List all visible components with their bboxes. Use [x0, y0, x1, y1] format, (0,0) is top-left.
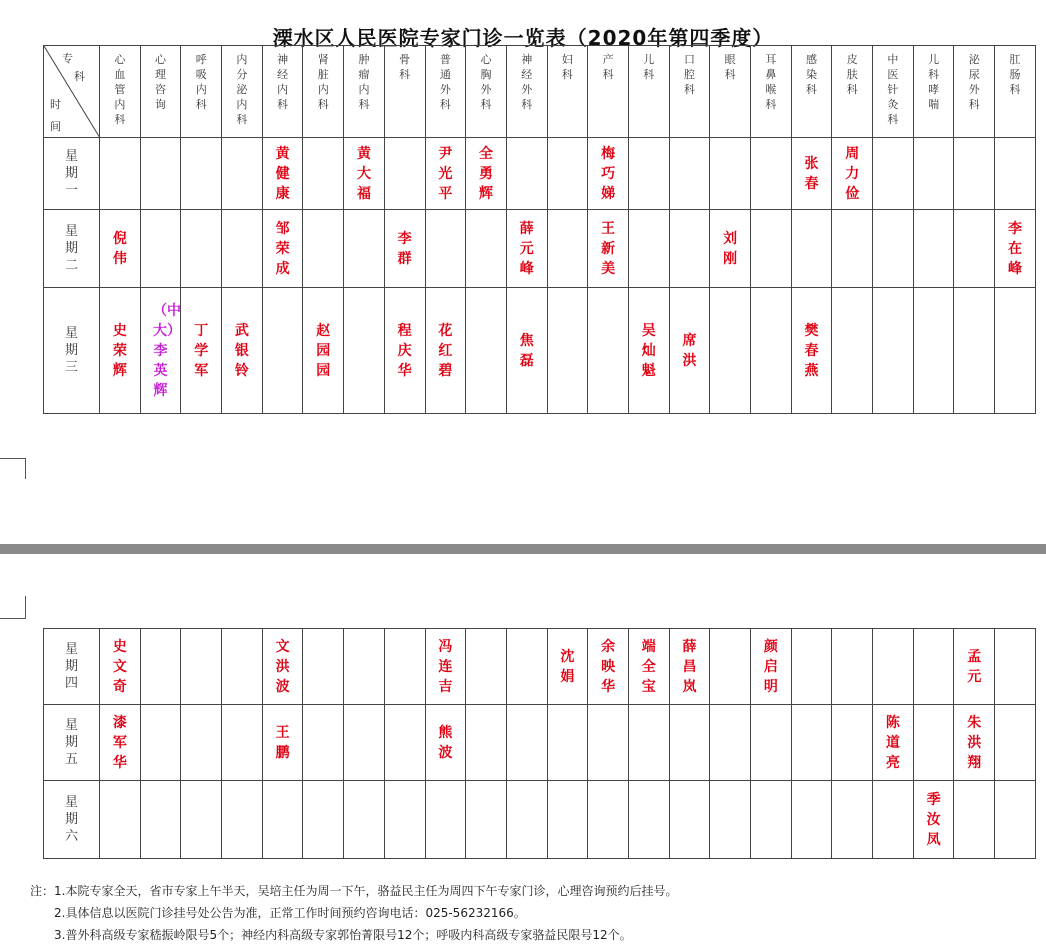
department-name: 儿科: [643, 53, 655, 81]
schedule-cell: [547, 138, 588, 210]
schedule-cell: [751, 288, 792, 414]
schedule-cell: [425, 288, 466, 414]
department-header: [873, 46, 914, 138]
schedule-cell: [669, 781, 710, 859]
department-name: 神经外科: [521, 53, 533, 111]
schedule-cell: [628, 629, 669, 705]
schedule-cell: [669, 210, 710, 288]
schedule-cell: [425, 781, 466, 859]
schedule-cell: [710, 629, 751, 705]
schedule-cell: [832, 781, 873, 859]
footnotes: [30, 880, 677, 946]
schedule-cell: [873, 138, 914, 210]
schedule-cell: [873, 705, 914, 781]
department-name: 肾脏内科: [317, 53, 329, 111]
doctor-name: 丁学军: [194, 322, 209, 379]
doctor-name: 孟元: [967, 648, 982, 685]
day-cell: [44, 138, 100, 210]
department-name: 耳鼻喉科: [765, 53, 777, 111]
schedule-cell: [954, 210, 995, 288]
schedule-cell: [303, 705, 344, 781]
doctor-name: 倪伟: [112, 230, 127, 267]
day-cell: [44, 705, 100, 781]
schedule-cell: [344, 288, 385, 414]
day-row: [44, 629, 1036, 705]
doctor-name: 席洪: [682, 332, 697, 369]
schedule-cell: [506, 288, 547, 414]
department-header: [425, 46, 466, 138]
doctor-name: 黄大福: [356, 145, 371, 202]
doctor-name: 史文奇: [112, 638, 127, 695]
department-name: 心理咨询: [155, 53, 167, 111]
schedule-cell: [832, 629, 873, 705]
department-name: 肛肠科: [1009, 53, 1021, 96]
schedule-cell: [466, 210, 507, 288]
schedule-cell: [628, 781, 669, 859]
schedule-cell: [222, 629, 263, 705]
doctor-name: 季汝凤: [926, 791, 941, 848]
department-name: 呼吸内科: [195, 53, 207, 111]
page-title: 溧水区人民医院专家门诊一览表（2020年第四季度）: [272, 26, 774, 50]
schedule-cell: [140, 781, 181, 859]
department-header: [832, 46, 873, 138]
doctor-name: 陈道亮: [885, 714, 900, 771]
day-cell: [44, 210, 100, 288]
schedule-cell: [751, 781, 792, 859]
department-header: [710, 46, 751, 138]
day-label: 星期二: [64, 224, 78, 273]
doctor-name: 张春: [804, 155, 819, 192]
schedule-cell: [303, 781, 344, 859]
department-header-row: [44, 46, 1036, 138]
doctor-name: 薛昌岚: [682, 638, 697, 695]
crop-mark: [0, 458, 26, 479]
department-header: [466, 46, 507, 138]
schedule-cell: [913, 288, 954, 414]
schedule-cell: [954, 629, 995, 705]
schedule-cell: [832, 210, 873, 288]
schedule-cell: [181, 288, 222, 414]
schedule-cell: [995, 138, 1036, 210]
doctor-name: 黄健康: [275, 145, 290, 202]
schedule-cell: [588, 288, 629, 414]
schedule-cell: [995, 629, 1036, 705]
department-name: 感染科: [806, 53, 818, 96]
schedule-cell: [791, 288, 832, 414]
schedule-cell: [303, 210, 344, 288]
department-name: 妇科: [561, 53, 573, 81]
schedule-cell: [384, 210, 425, 288]
schedule-cell: [954, 781, 995, 859]
department-header: [344, 46, 385, 138]
schedule-cell: [954, 705, 995, 781]
schedule-cell: [506, 781, 547, 859]
schedule-cell: [262, 781, 303, 859]
schedule-cell: [791, 629, 832, 705]
schedule-cell: [995, 210, 1036, 288]
corner-label: 专: [62, 52, 73, 65]
doctor-name: 文洪波: [275, 638, 290, 695]
corner-label: 时: [50, 98, 61, 111]
schedule-cell: [506, 210, 547, 288]
doctor-name: 李群: [397, 230, 412, 267]
schedule-cell: [100, 138, 141, 210]
department-name: 心血管内科: [114, 53, 126, 126]
doctor-name: 漆军华: [112, 714, 127, 771]
department-header: [547, 46, 588, 138]
doctor-name: 樊春燕: [804, 322, 819, 379]
schedule-cell: [588, 138, 629, 210]
department-name: 骨科: [399, 53, 411, 81]
schedule-cell: [181, 629, 222, 705]
schedule-cell: [751, 705, 792, 781]
schedule-cell: [466, 629, 507, 705]
schedule-cell: [425, 705, 466, 781]
schedule-cell: [262, 288, 303, 414]
doctor-name: 王新美: [601, 220, 616, 277]
doctor-name: （中大）李英辉: [153, 302, 182, 399]
schedule-cell: [832, 705, 873, 781]
schedule-cell: [222, 138, 263, 210]
schedule-cell: [669, 138, 710, 210]
schedule-cell: [751, 629, 792, 705]
doctor-name: 程庆华: [397, 322, 412, 379]
schedule-cell: [222, 781, 263, 859]
day-row: [44, 288, 1036, 414]
department-name: 神经内科: [277, 53, 289, 111]
doctor-name: 焦磊: [519, 332, 534, 369]
footnote-line: 3.普外科高级专家嵇振岭限号5个；神经内科高级专家郭怡菁限号12个；呼吸内科高级专家骆益民限号12个。: [54, 928, 632, 942]
department-header: [140, 46, 181, 138]
schedule-cell: [384, 288, 425, 414]
schedule-cell: [181, 781, 222, 859]
schedule-cell: [710, 288, 751, 414]
schedule-cell: [466, 781, 507, 859]
schedule-cell: [995, 781, 1036, 859]
schedule-cell: [100, 210, 141, 288]
schedule-cell: [344, 210, 385, 288]
day-row: [44, 705, 1036, 781]
schedule-cell: [140, 629, 181, 705]
day-label: 星期五: [64, 718, 78, 767]
doctor-name: 全勇辉: [479, 145, 494, 202]
department-name: 内分泌内科: [236, 53, 248, 126]
schedule-cell: [262, 210, 303, 288]
schedule-cell: [832, 138, 873, 210]
footnote-line: 2.具体信息以医院门诊挂号处公告为准，正常工作时间预约咨询电话：025-56232166。: [54, 906, 526, 920]
doctor-name: 李在峰: [1007, 220, 1022, 277]
corner-header-cell: [44, 46, 100, 138]
schedule-cell: [913, 210, 954, 288]
schedule-cell: [710, 138, 751, 210]
schedule-cell: [100, 629, 141, 705]
schedule-cell: [384, 629, 425, 705]
schedule-cell: [873, 629, 914, 705]
schedule-cell: [100, 705, 141, 781]
schedule-table-top: [43, 45, 1036, 414]
department-header: [791, 46, 832, 138]
department-header: [262, 46, 303, 138]
schedule-cell: [791, 210, 832, 288]
schedule-cell: [547, 629, 588, 705]
day-row: [44, 210, 1036, 288]
doctor-name: 朱洪翔: [967, 714, 982, 771]
day-cell: [44, 288, 100, 414]
schedule-cell: [588, 781, 629, 859]
schedule-cell: [425, 138, 466, 210]
department-header: [384, 46, 425, 138]
schedule-cell: [669, 705, 710, 781]
schedule-cell: [506, 138, 547, 210]
schedule-cell: [628, 288, 669, 414]
day-label: 星期四: [64, 642, 78, 691]
schedule-table-bottom: [43, 628, 1036, 859]
schedule-cell: [344, 705, 385, 781]
schedule-cell: [954, 288, 995, 414]
doctor-name: 花红碧: [438, 322, 453, 379]
department-name: 口腔科: [683, 53, 695, 96]
schedule-cell: [344, 781, 385, 859]
department-name: 眼科: [724, 53, 736, 81]
doctor-name: 王鹏: [275, 724, 290, 761]
doctor-name: 余映华: [601, 638, 616, 695]
schedule-cell: [140, 705, 181, 781]
schedule-cell: [222, 210, 263, 288]
schedule-cell: [873, 210, 914, 288]
page-separator-band: [0, 544, 1046, 554]
schedule-cell: [222, 288, 263, 414]
schedule-cell: [710, 781, 751, 859]
schedule-cell: [384, 138, 425, 210]
schedule-cell: [547, 781, 588, 859]
schedule-cell: [954, 138, 995, 210]
schedule-cell: [181, 138, 222, 210]
schedule-cell: [588, 629, 629, 705]
department-name: 泌尿外科: [968, 53, 980, 111]
department-header: [303, 46, 344, 138]
footnote-line: 注：1.本院专家全天，省市专家上午半天，吴培主任为周一下午，骆益民主任为周四下午专家门诊，心理咨询预约后挂号。: [30, 884, 678, 898]
doctor-name: 冯连吉: [438, 638, 453, 695]
schedule-cell: [466, 138, 507, 210]
department-header: [506, 46, 547, 138]
doctor-name: 周力俭: [845, 145, 860, 202]
department-header: [181, 46, 222, 138]
schedule-cell: [791, 705, 832, 781]
doctor-name: 熊波: [438, 724, 453, 761]
day-row: [44, 138, 1036, 210]
doctor-name: 刘刚: [723, 230, 738, 267]
day-label: 星期六: [64, 795, 78, 844]
department-header: [588, 46, 629, 138]
schedule-cell: [181, 210, 222, 288]
schedule-cell: [425, 210, 466, 288]
corner-label: 间: [50, 120, 61, 133]
schedule-cell: [547, 705, 588, 781]
schedule-cell: [873, 288, 914, 414]
schedule-cell: [588, 210, 629, 288]
department-name: 肿瘤内科: [358, 53, 370, 111]
schedule-cell: [140, 210, 181, 288]
schedule-cell: [344, 138, 385, 210]
department-header: [222, 46, 263, 138]
schedule-cell: [873, 781, 914, 859]
schedule-cell: [628, 138, 669, 210]
schedule-cell: [100, 288, 141, 414]
crop-mark: [0, 596, 26, 619]
department-name: 儿科哮喘: [928, 53, 940, 111]
schedule-cell: [506, 705, 547, 781]
department-header: [669, 46, 710, 138]
schedule-cell: [995, 288, 1036, 414]
department-header: [913, 46, 954, 138]
schedule-cell: [262, 705, 303, 781]
doctor-name: 薛元峰: [519, 220, 534, 277]
department-name: 中医针灸科: [887, 53, 899, 126]
doctor-name: 吴灿魁: [641, 322, 656, 379]
day-label: 星期一: [64, 149, 78, 198]
department-name: 普通外科: [439, 53, 451, 111]
schedule-cell: [751, 210, 792, 288]
doctor-name: 沈娟: [560, 648, 575, 685]
schedule-cell: [588, 705, 629, 781]
corner-label: 科: [74, 70, 85, 83]
department-name: 皮肤科: [846, 53, 858, 96]
schedule-cell: [384, 781, 425, 859]
schedule-cell: [913, 629, 954, 705]
department-header: [100, 46, 141, 138]
schedule-cell: [222, 705, 263, 781]
schedule-cell: [100, 781, 141, 859]
schedule-cell: [303, 138, 344, 210]
schedule-cell: [791, 781, 832, 859]
schedule-cell: [710, 705, 751, 781]
schedule-cell: [628, 210, 669, 288]
department-name: 心胸外科: [480, 53, 492, 111]
schedule-cell: [710, 210, 751, 288]
schedule-cell: [384, 705, 425, 781]
schedule-cell: [995, 705, 1036, 781]
day-label: 星期三: [64, 326, 78, 375]
doctor-name: 颜启明: [763, 638, 778, 695]
schedule-cell: [466, 288, 507, 414]
schedule-cell: [669, 288, 710, 414]
schedule-cell: [832, 288, 873, 414]
day-cell: [44, 781, 100, 859]
schedule-cell: [913, 138, 954, 210]
schedule-cell: [466, 705, 507, 781]
doctor-name: 邹荣成: [275, 220, 290, 277]
schedule-cell: [425, 629, 466, 705]
doctor-name: 梅巧娣: [601, 145, 616, 202]
schedule-cell: [303, 288, 344, 414]
department-name: 产科: [602, 53, 614, 81]
schedule-cell: [547, 288, 588, 414]
schedule-cell: [547, 210, 588, 288]
doctor-name: 尹光平: [438, 145, 453, 202]
schedule-cell: [628, 705, 669, 781]
schedule-cell: [913, 781, 954, 859]
doctor-name: 武银铃: [234, 322, 249, 379]
schedule-cell: [140, 138, 181, 210]
schedule-cell: [181, 705, 222, 781]
doctor-name: 端全宝: [641, 638, 656, 695]
schedule-cell: [669, 629, 710, 705]
doctor-name: 史荣辉: [112, 322, 127, 379]
schedule-cell: [506, 629, 547, 705]
day-cell: [44, 629, 100, 705]
schedule-cell: [913, 705, 954, 781]
schedule-cell: [262, 138, 303, 210]
schedule-cell: [751, 138, 792, 210]
department-header: [751, 46, 792, 138]
schedule-cell: [791, 138, 832, 210]
schedule-cell: [344, 629, 385, 705]
department-header: [954, 46, 995, 138]
schedule-cell: [262, 629, 303, 705]
schedule-cell: [140, 288, 181, 414]
department-header: [628, 46, 669, 138]
day-row: [44, 781, 1036, 859]
department-header: [995, 46, 1036, 138]
doctor-name: 赵园园: [316, 322, 331, 379]
schedule-cell: [303, 629, 344, 705]
